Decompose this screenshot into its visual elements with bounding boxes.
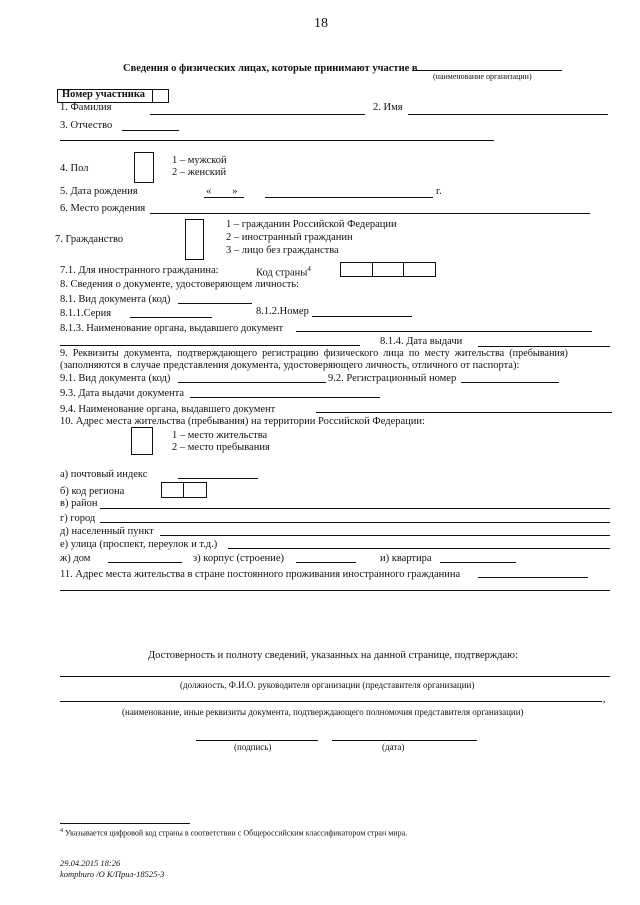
print-stamp-date: 29.04.2015 18:26 <box>60 858 121 868</box>
patronymic-line <box>122 130 179 131</box>
address-heading: 10. Адрес места жительства (пребывания) на территории Российской Федерации: <box>60 416 425 427</box>
birth-date-label: 5. Дата рождения <box>60 186 138 197</box>
date-caption: (дата) <box>382 742 405 752</box>
page-number: 18 <box>314 16 328 31</box>
house-line <box>108 562 182 563</box>
birthplace-label: 6. Место рождения <box>60 203 146 214</box>
address-type-box <box>131 427 153 455</box>
birth-date-month-line <box>265 197 433 198</box>
citizenship-option-3: 3 – лицо без гражданства <box>226 245 339 256</box>
building-label: з) корпус (строение) <box>193 553 285 564</box>
id-doc-issuer-line-2 <box>60 345 360 346</box>
settlement-label: д) населенный пункт <box>60 526 154 537</box>
registration-doc-type-label: 9.1. Вид документа (код) <box>60 373 171 384</box>
citizenship-option-2: 2 – иностранный гражданин <box>226 232 353 243</box>
house-label: ж) дом <box>60 553 91 564</box>
registration-doc-note: (заполняются в случае представления документа, удостоверяющего личность, отличного от паспорта): <box>60 360 520 371</box>
postal-code-line <box>178 478 258 479</box>
id-doc-issue-date-line <box>478 346 610 347</box>
birth-date-quote: « » <box>206 186 238 197</box>
id-doc-type-label: 8.1. Вид документа (код) <box>60 294 171 305</box>
address-option-2: 2 – место пребывания <box>172 442 270 453</box>
registration-issuer-line <box>316 412 612 413</box>
participant-number-label: Номер участника <box>62 89 145 100</box>
gender-label: 4. Пол <box>60 163 89 174</box>
footnote-ref: 4 <box>307 265 311 273</box>
settlement-line <box>160 535 610 536</box>
foreign-address-label: 11. Адрес места жительства в стране постоянного проживания иностранного гражданина <box>60 569 461 580</box>
id-doc-issuer-line <box>296 331 592 332</box>
id-doc-number-label: 8.1.2.Номер <box>256 306 309 317</box>
name-label: 2. Имя <box>373 102 403 113</box>
registration-doc-type-line <box>178 382 326 383</box>
surname-line <box>150 114 365 115</box>
birth-date-year-suffix: г. <box>436 186 442 197</box>
signature-line <box>196 740 318 741</box>
country-code-divider-2 <box>403 262 404 276</box>
region-code-box <box>161 482 207 498</box>
registration-number-label: 9.2. Регистрационный номер <box>328 373 457 384</box>
confirmation-text: Достоверность и полноту сведений, указанных на данной странице, подтверждаю: <box>148 650 518 661</box>
gender-male: 1 – мужской <box>172 155 227 166</box>
apartment-line <box>440 562 516 563</box>
footnote-mark: 4 <box>60 828 63 834</box>
foreign-address-line-2 <box>60 590 610 591</box>
country-code-label <box>256 265 311 279</box>
birth-date-day-line <box>204 197 244 198</box>
id-doc-series-line <box>130 317 212 318</box>
district-line <box>100 508 610 509</box>
country-code-box <box>340 262 436 277</box>
country-code-divider-1 <box>372 262 373 276</box>
gender-box <box>134 152 154 183</box>
registration-number-line <box>461 382 559 383</box>
street-label: е) улица (проспект, переулок и т.д.) <box>60 539 218 550</box>
name-line <box>408 114 608 115</box>
signature-date-line <box>332 740 477 741</box>
gender-female: 2 – женский <box>172 167 227 178</box>
region-code-divider <box>183 482 184 497</box>
id-doc-heading: 8. Сведения о документе, удостоверяющем личность: <box>60 279 300 290</box>
building-line <box>296 562 356 563</box>
print-stamp-source: kompburo /О К/Прил-18525-3 <box>60 869 165 879</box>
foreign-address-line <box>478 577 588 578</box>
footnote-separator <box>60 823 190 824</box>
org-name-line <box>412 70 562 71</box>
participant-number-divider <box>152 89 153 102</box>
street-line <box>228 548 610 549</box>
citizenship-label: 7. Гражданство <box>55 234 124 245</box>
id-doc-number-line <box>312 316 412 317</box>
id-doc-series-label: 8.1.1.Серия <box>60 308 112 319</box>
city-label: г) город <box>60 513 96 524</box>
position-caption: (должность, Ф.И.О. руководителя организации (представителя организации) <box>180 680 475 690</box>
form-title: Сведения о физических лицах, которые принимают участие в <box>123 63 418 74</box>
city-line <box>100 522 610 523</box>
registration-doc-heading: 9. Реквизиты документа, подтверждающего регистрацию физического лица по месту жительства (пребывания) <box>60 348 568 359</box>
citizenship-option-1: 1 – гражданин Российской Федерации <box>226 219 397 230</box>
citizenship-box <box>185 219 204 260</box>
foreign-citizen-label: 7.1. Для иностранного гражданина: <box>60 265 219 276</box>
postal-code-label: а) почтовый индекс <box>60 469 148 480</box>
district-label: в) район <box>60 498 98 509</box>
apartment-label: и) квартира <box>380 553 432 564</box>
address-option-1: 1 – место жительства <box>172 430 268 441</box>
patronymic-label: 3. Отчество <box>60 120 113 131</box>
surname-label: 1. Фамилия <box>60 102 112 113</box>
document-line <box>60 701 602 702</box>
footnote-body: Указывается цифровой код страны в соответствии с Общероссийским классификатором стран мира. <box>65 828 408 838</box>
id-doc-issue-date-label: 8.1.4. Дата выдачи <box>380 336 463 347</box>
region-code-label: б) код региона <box>60 486 125 497</box>
org-name-caption: (наименование организации) <box>433 72 532 81</box>
country-code-text: Код страны <box>256 267 308 279</box>
patronymic-line-2 <box>60 140 494 141</box>
registration-issue-date-label: 9.3. Дата выдачи документа <box>60 388 185 399</box>
document-line-comma: , <box>603 694 606 705</box>
footnote-text <box>60 828 407 838</box>
position-line <box>60 676 610 677</box>
document-caption: (наименование, иные реквизиты документа, подтверждающего полномочия представителя организации) <box>122 707 524 717</box>
id-doc-issuer-label: 8.1.3. Наименование органа, выдавшего документ <box>60 323 284 334</box>
registration-issuer-label: 9.4. Наименование органа, выдавшего документ <box>60 404 276 415</box>
birthplace-line <box>150 213 590 214</box>
id-doc-type-line <box>178 303 252 304</box>
signature-caption: (подпись) <box>234 742 272 752</box>
registration-issue-date-line <box>190 397 380 398</box>
